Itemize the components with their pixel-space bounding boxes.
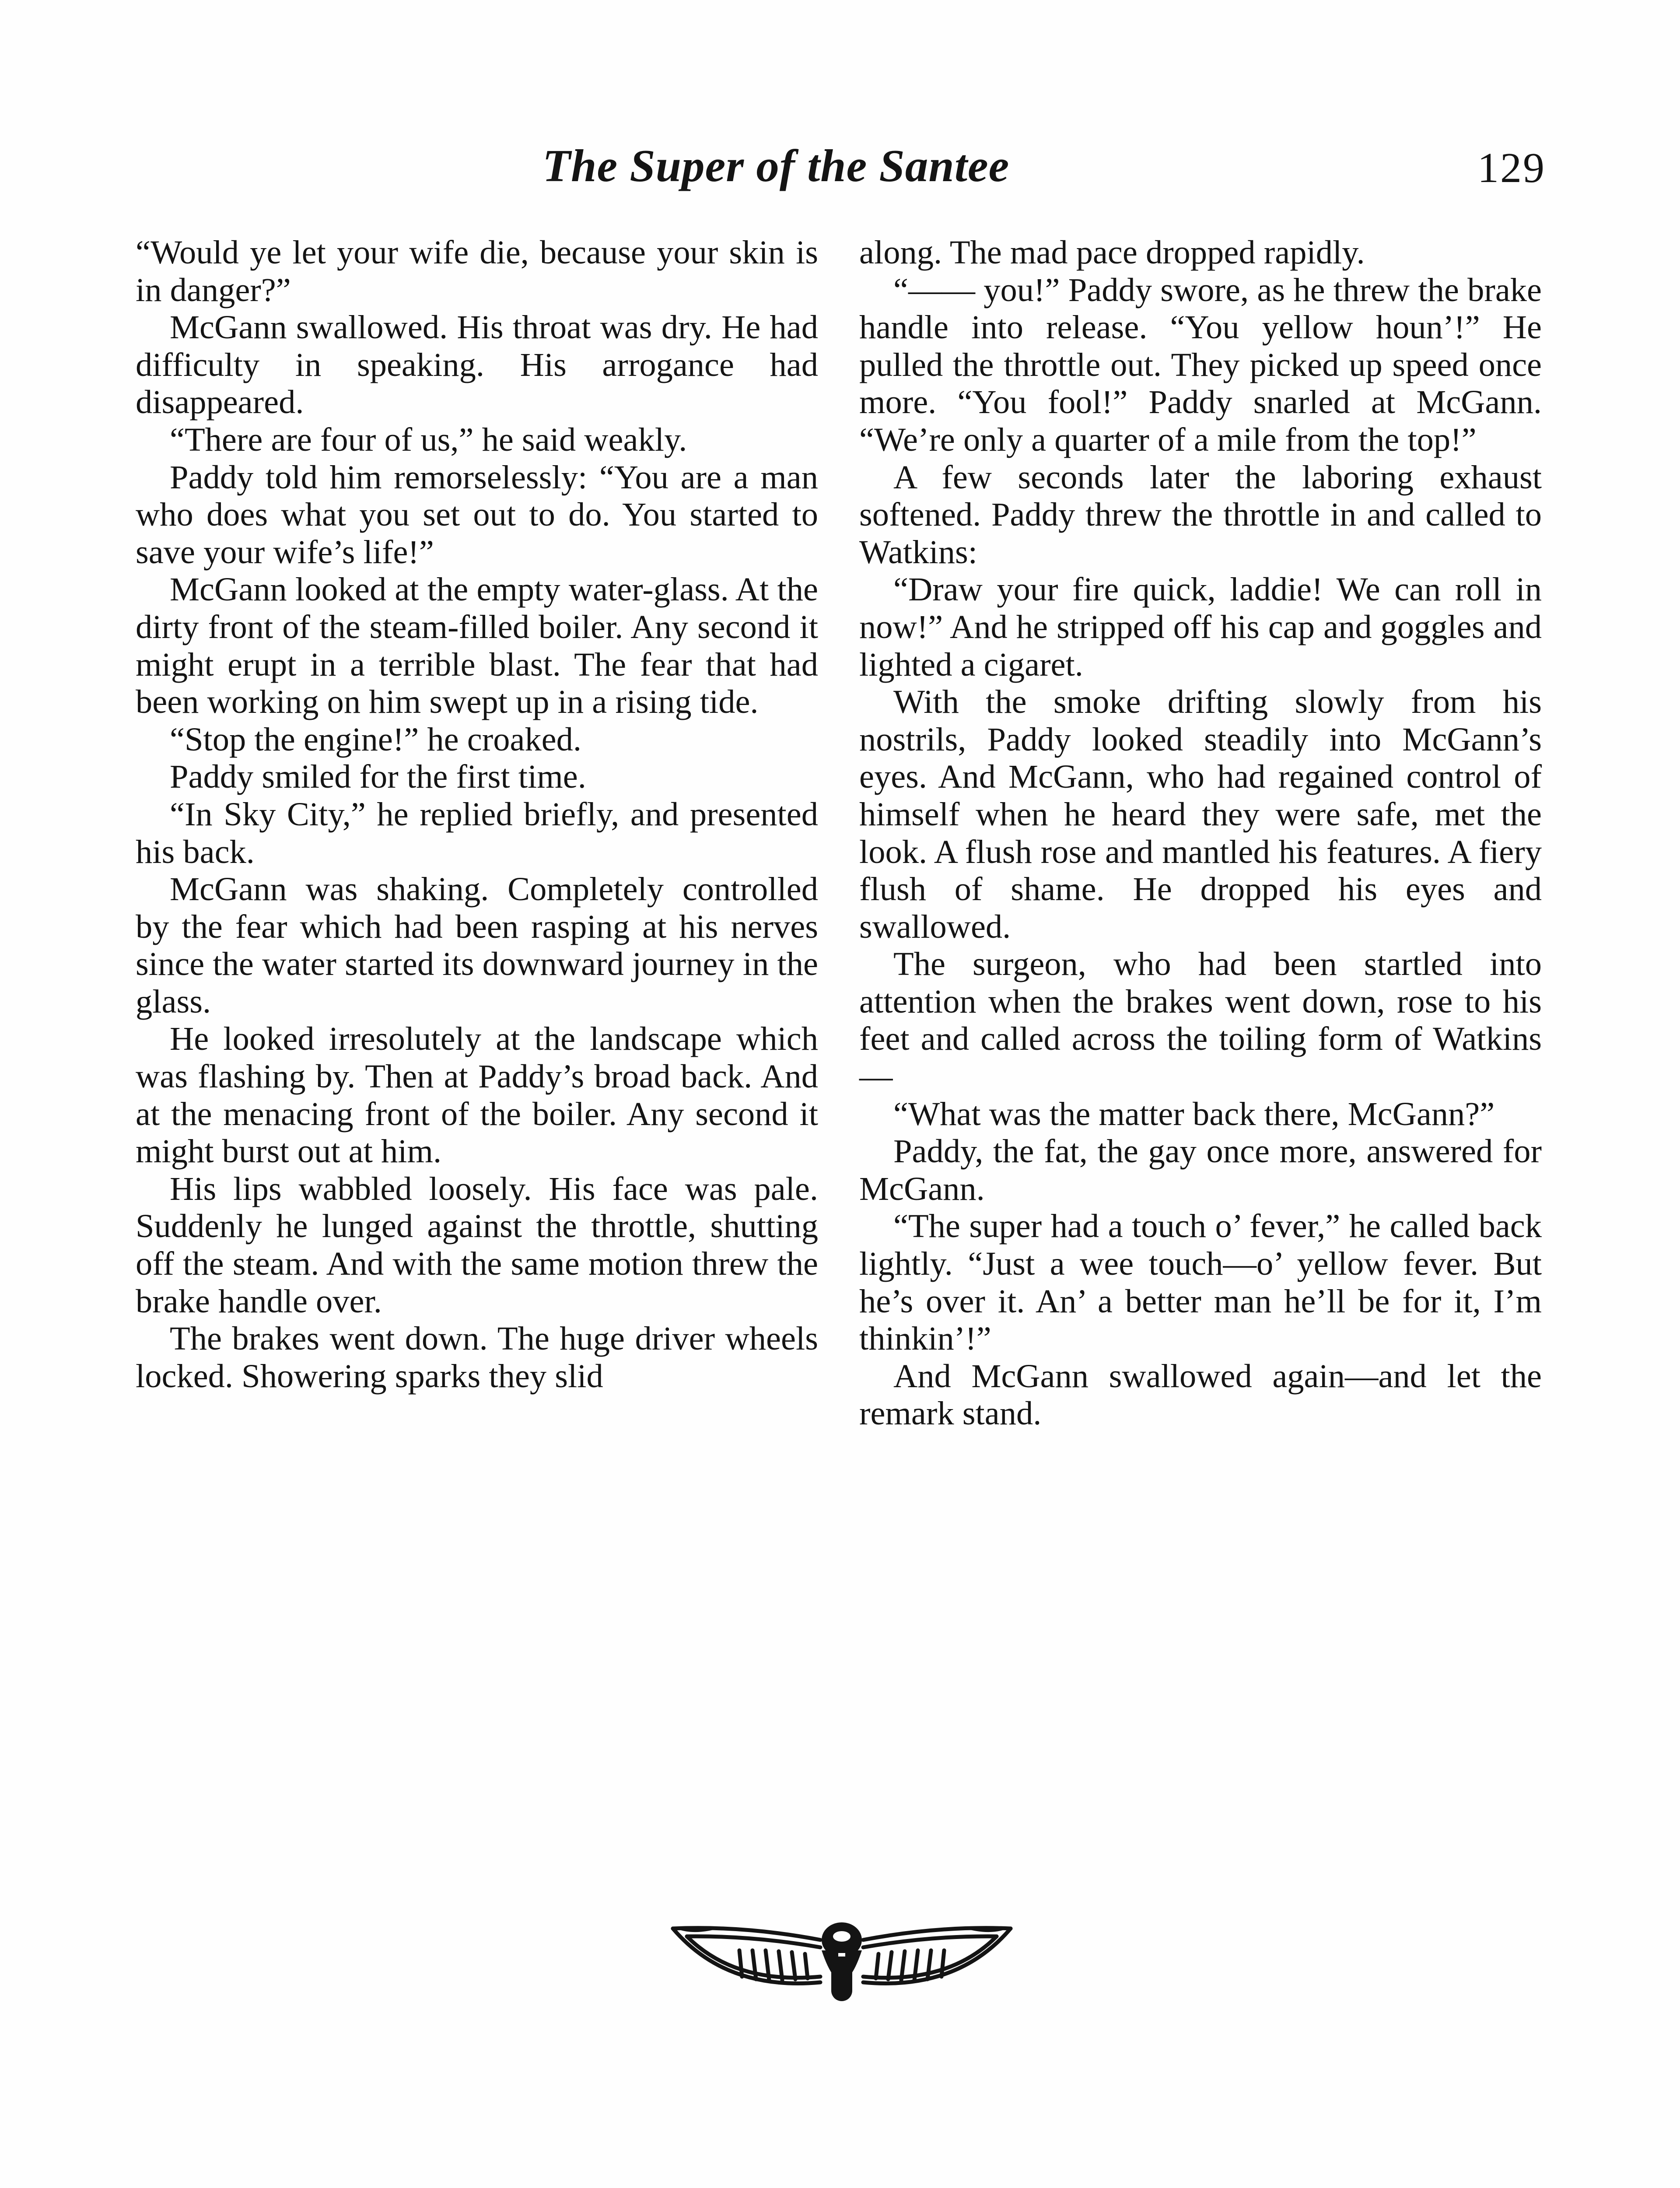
paragraph: “In Sky City,” he replied briefly, and presented his back.: [136, 795, 818, 870]
paragraph: And McGann swallowed again—and let the remark stand.: [859, 1357, 1542, 1432]
paragraph: The surgeon, who had been startled into attention when the brakes went down, rose to his feet and called across the toiling form of Watkins—: [859, 945, 1542, 1095]
paragraph: The brakes went down. The huge driver wheels locked. Showering sparks they slid: [136, 1320, 818, 1395]
paragraph: Paddy, the fat, the gay once more, answered for McGann.: [859, 1133, 1542, 1207]
running-title: The Super of the Santee: [542, 140, 1010, 191]
paragraph: “Stop the engine!” he croaked.: [170, 720, 581, 758]
paragraph: “Draw your fire quick, laddie! We can roll in now!” And he stripped off his cap and goggles and lighted a cigaret.: [859, 571, 1542, 683]
paragraph: A few seconds later the laboring exhaust softened. Paddy threw the throttle in and called to Watkins:: [859, 458, 1542, 571]
paragraph: “—— you!” Paddy swore, as he threw the brake handle into release. “You yellow houn’!” He pulled the throttle out. They picked up speed once more. “You fool!” Paddy snarled at McGann. “We’re only a quarter of a mile from the top!”: [859, 271, 1542, 458]
paragraph: He looked irresolutely at the landscape which was flashing by. Then at Paddy’s broad back. And at the menacing front of the boiler. Any second it might burst out at him.: [136, 1020, 818, 1170]
paragraph: With the smoke drifting slowly from his nostrils, Paddy looked steadily into McGann’s eyes. And McGann, who had regained control of himself when he heard they were safe, met the look. A flush rose and mantled his features. A fiery flush of shame. He dropped his eyes and swallowed.: [859, 683, 1542, 945]
paragraph: along. The mad pace dropped rapidly.: [859, 234, 1365, 271]
paragraph: Paddy smiled for the first time.: [170, 758, 586, 796]
paragraph: “What was the matter back there, McGann?”: [893, 1095, 1495, 1133]
paragraph: “There are four of us,” he said weakly.: [170, 421, 687, 458]
left-column: [136, 234, 818, 1395]
paragraph: McGann looked at the empty water-glass. At the dirty front of the steam-filled boiler. Any second it might erupt in a terrible blast. The fear that had been working on him swept up in a rising tide.: [136, 571, 818, 721]
paragraph: McGann was shaking. Completely controlled by the fear which had been rasping at his nerves since the water started its downward journey in the glass.: [136, 870, 818, 1020]
page-number: 129: [1477, 144, 1546, 192]
paragraph: His lips wabbled loosely. His face was pale. Suddenly he lunged against the throttle, shutting off the steam. And with the same motion threw the brake handle over.: [136, 1170, 818, 1320]
paragraph: McGann swallowed. His throat was dry. He had difficulty in speaking. His arrogance had disappeared.: [136, 309, 818, 421]
paragraph: “Would ye let your wife die, because your skin is in danger?”: [136, 234, 818, 309]
paragraph: “The super had a touch o’ fever,” he called back lightly. “Just a wee touch—o’ yellow fever. But he’s over it. An’ a better man he’ll be for it, I’m thinkin’!”: [859, 1207, 1542, 1357]
paragraph: Paddy told him remorselessly: “You are a man who does what you set out to do. You started to save your wife’s life!”: [136, 458, 818, 571]
winged-scarab-icon: [669, 1901, 1014, 2011]
right-column: [859, 234, 1542, 1432]
